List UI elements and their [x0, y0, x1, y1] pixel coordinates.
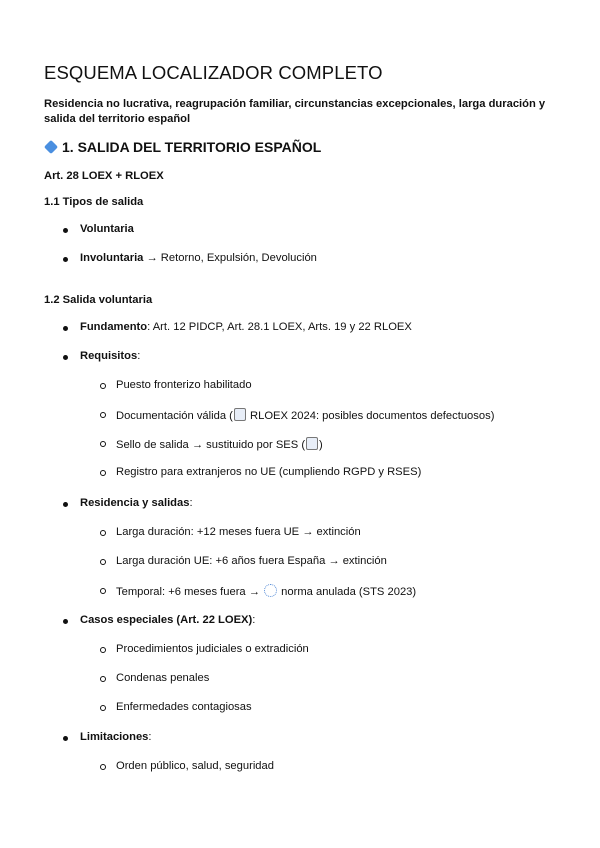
new-badge-icon	[306, 437, 318, 450]
list-item-fundamento	[80, 321, 412, 333]
bullet-icon	[63, 736, 68, 741]
new-badge-icon	[234, 408, 246, 421]
involuntaria-label: Involuntaria	[80, 252, 144, 264]
circle-bullet-icon	[100, 559, 106, 565]
circle-bullet-icon	[100, 470, 106, 476]
documentacion-text-a: Documentación válida (	[116, 410, 233, 422]
circle-bullet-icon	[100, 412, 106, 418]
sub-item-temporal	[116, 584, 416, 598]
law-reference: Art. 28 LOEX + RLOEX	[44, 170, 164, 182]
temporal-text-b: norma anulada (STS 2023)	[278, 586, 417, 598]
sub-item-puesto: Puesto fronterizo habilitado	[116, 379, 252, 391]
bullet-icon	[63, 326, 68, 331]
list-item-limitaciones	[80, 731, 152, 743]
casos-label: Casos especiales (Art. 22 LOEX)	[80, 614, 253, 626]
sub-item-orden-publico: Orden público, salud, seguridad	[116, 760, 274, 772]
circle-bullet-icon	[100, 441, 106, 447]
bullet-icon	[63, 355, 68, 360]
list-item-requisitos	[80, 350, 140, 362]
involuntaria-text: → Retorno, Expulsión, Devolución	[143, 252, 317, 264]
list-item-involuntaria	[80, 252, 317, 264]
bullet-icon	[63, 257, 68, 262]
sub-item-larga-duracion-ue: Larga duración UE: +6 años fuera España → extinción	[116, 555, 387, 567]
casos-suffix: :	[252, 614, 256, 626]
limitaciones-suffix: :	[148, 731, 152, 743]
circle-bullet-icon	[100, 676, 106, 682]
requisitos-suffix: :	[137, 350, 141, 362]
list-item-residencia	[80, 497, 193, 509]
subheading-1-2: 1.2 Salida voluntaria	[44, 294, 153, 306]
sub-item-documentacion	[116, 408, 494, 422]
circle-bullet-icon	[100, 647, 106, 653]
sub-item-enfermedades: Enfermedades contagiosas	[116, 701, 252, 713]
sub-item-condenas: Condenas penales	[116, 672, 210, 684]
sub-item-larga-duracion: Larga duración: +12 meses fuera UE → extinción	[116, 526, 361, 538]
sub-item-registro: Registro para extranjeros no UE (cumpliendo RGPD y RSES)	[116, 466, 422, 478]
list-item-casos	[80, 614, 255, 626]
requisitos-label: Requisitos	[80, 350, 138, 362]
blue-diamond-icon	[44, 140, 58, 154]
limitaciones-label: Limitaciones	[80, 731, 149, 743]
documentacion-text-b: RLOEX 2024: posibles documentos defectuosos)	[246, 410, 495, 422]
page-title: ESQUEMA LOCALIZADOR COMPLETO	[44, 62, 383, 83]
bullet-icon	[63, 228, 68, 233]
residencia-suffix: :	[189, 497, 193, 509]
bullet-icon	[63, 619, 68, 624]
circle-bullet-icon	[100, 383, 106, 389]
residencia-label: Residencia y salidas	[80, 497, 190, 509]
section-1-heading-text: 1. SALIDA DEL TERRITORIO ESPAÑOL	[62, 139, 322, 155]
sub-item-sello	[116, 437, 323, 451]
circle-bullet-icon	[100, 530, 106, 536]
page-subtitle: Residencia no lucrativa, reagrupación familiar, circunstancias excepcionales, larga duración y salida del territorio español	[44, 98, 546, 125]
sello-text-a: Sello de salida → sustituido por SES (	[116, 439, 306, 451]
fundamento-text: : Art. 12 PIDCP, Art. 28.1 LOEX, Arts. 19 y 22 RLOEX	[147, 321, 412, 333]
circle-bullet-icon	[100, 588, 106, 594]
temporal-text-a: Temporal: +6 meses fuera →	[116, 586, 264, 598]
sub-item-procedimientos: Procedimientos judiciales o extradición	[116, 643, 309, 655]
list-item-voluntaria: Voluntaria	[80, 223, 134, 235]
circle-bullet-icon	[100, 705, 106, 711]
subheading-1-1: 1.1 Tipos de salida	[44, 196, 144, 208]
dotted-circle-icon	[264, 584, 277, 597]
circle-bullet-icon	[100, 764, 106, 770]
fundamento-label: Fundamento	[80, 321, 148, 333]
section-1-heading	[44, 139, 321, 155]
bullet-icon	[63, 502, 68, 507]
sello-text-b: )	[319, 439, 323, 451]
